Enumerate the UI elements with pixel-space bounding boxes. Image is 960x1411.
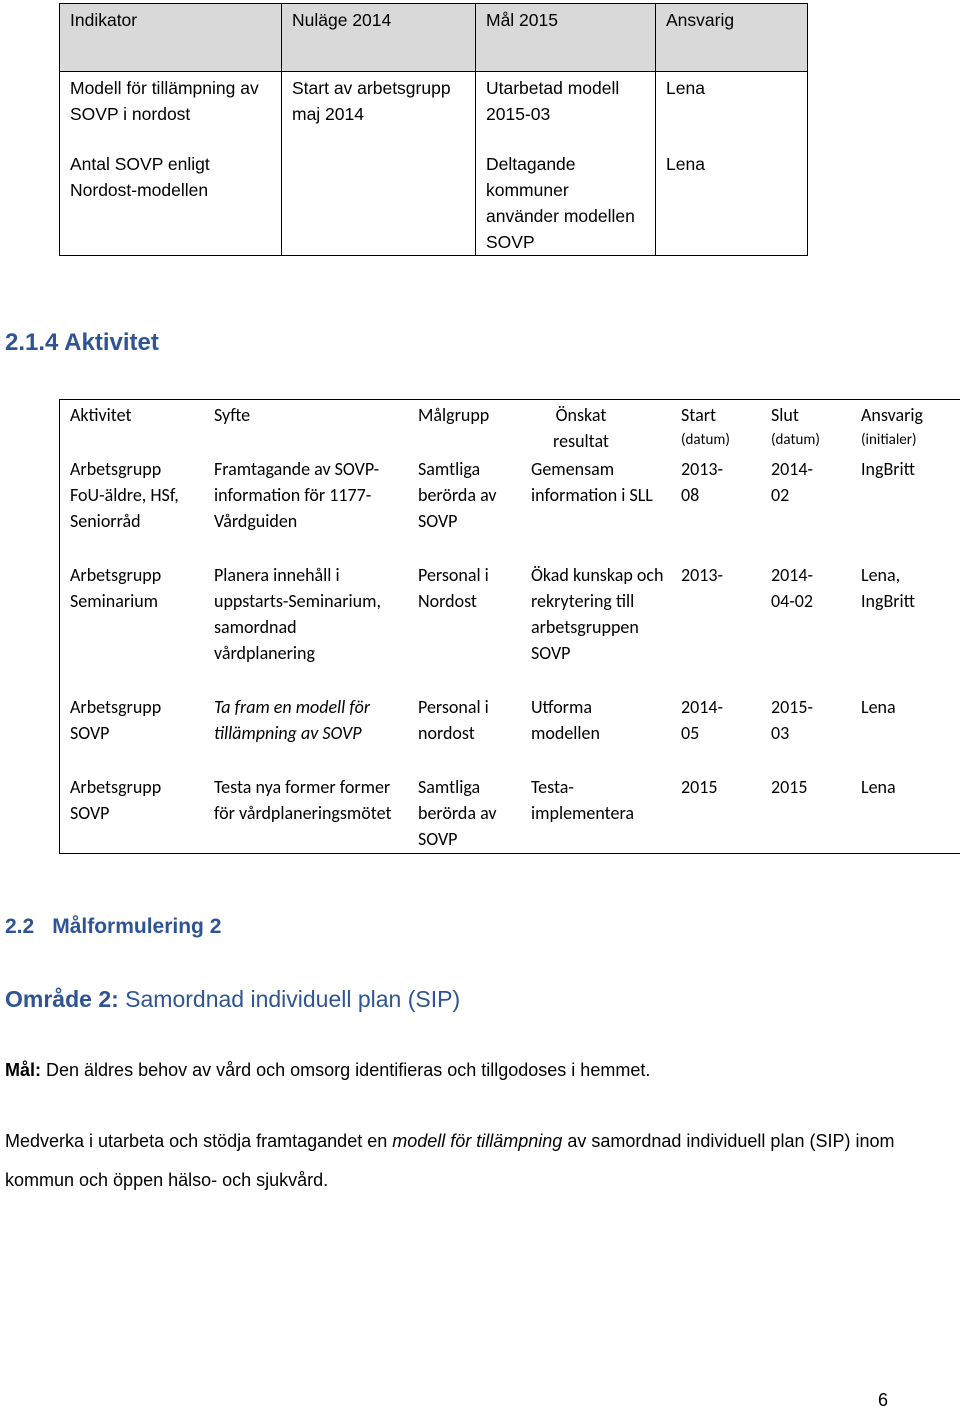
ansvarig-row-2: Lena, IngBritt	[861, 564, 916, 612]
mal-cell	[476, 72, 656, 256]
indicator-table	[59, 3, 808, 256]
onskat-1: Gemensam information i SLL	[531, 458, 653, 506]
header-slut: Slut	[771, 404, 799, 426]
nulage-cell	[282, 72, 476, 256]
header-onskat: Önskat resultat	[553, 404, 609, 452]
slut-3: 2015-03	[771, 696, 814, 744]
section-heading-malformulering	[5, 915, 221, 939]
paragraph-italic: modell för tillämpning	[392, 1131, 563, 1151]
slut-4: 2015	[771, 776, 808, 798]
heading-label: Målformulering 2	[52, 915, 222, 938]
syfte-2: Planera innehåll i uppstarts-Seminarium, samordnad vårdplanering	[214, 564, 381, 664]
onskat-4: Testa-implementera	[531, 776, 634, 824]
ansvarig-row-4: Lena	[861, 776, 896, 798]
header-slut-sub: (datum)	[771, 431, 820, 449]
indikator-2: Antal SOVP enligt Nordost-modellen	[70, 154, 210, 200]
mal-label: Mål:	[5, 1060, 41, 1080]
indicator-table-row	[60, 72, 808, 256]
heading-number: 2.2	[5, 915, 35, 938]
header-start: Start	[681, 404, 717, 426]
mal-statement	[5, 1060, 650, 1081]
header-ansvarig-sub: (initialer)	[861, 431, 917, 449]
mal-text: Den äldres behov av vård och omsorg identifieras och tillgodoses i hemmet.	[46, 1060, 651, 1080]
aktivitet-4: Arbetsgrupp SOVP	[70, 776, 162, 824]
omrade-label: Område 2:	[5, 986, 119, 1012]
onskat-2: Ökad kunskap och rekrytering till arbetsgruppen SOVP	[531, 564, 664, 664]
onskat-3: Utforma modellen	[531, 696, 600, 744]
page-number: 6	[878, 1390, 889, 1410]
ansvarig-row-1: IngBritt	[861, 458, 916, 480]
header-indikator: Indikator	[60, 4, 282, 72]
omrade-text: Samordnad individuell plan (SIP)	[125, 986, 461, 1012]
ansvarig-row-3: Lena	[861, 696, 896, 718]
body-paragraph	[5, 1122, 905, 1200]
omrade-heading	[5, 986, 460, 1013]
ansvarig-cell	[656, 72, 808, 256]
aktivitet-1: Arbetsgrupp FoU-äldre, HSf, Seniorråd	[70, 458, 179, 532]
aktivitet-2: Arbetsgrupp Seminarium	[70, 564, 162, 612]
header-mal: Mål 2015	[476, 4, 656, 72]
header-malgrupp: Målgrupp	[418, 404, 490, 426]
malgrupp-3: Personal i nordost	[418, 696, 489, 744]
start-1: 2013-08	[681, 458, 724, 506]
header-nulage: Nuläge 2014	[282, 4, 476, 72]
header-ansvarig-2: Ansvarig	[861, 404, 924, 426]
syfte-4: Testa nya former former för vårdplaneringsmötet	[214, 776, 392, 824]
start-2: 2013-	[681, 564, 724, 586]
activity-table	[59, 399, 960, 854]
header-ansvarig: Ansvarig	[656, 4, 808, 72]
paragraph-before: Medverka i utarbeta och stödja framtagandet en	[5, 1131, 393, 1151]
indikator-cell	[60, 72, 282, 256]
start-4: 2015	[681, 776, 718, 798]
slut-2: 2014-04-02	[771, 564, 814, 612]
header-start-sub: (datum)	[681, 431, 730, 449]
nulage-1: Start av arbetsgrupp maj 2014	[292, 78, 451, 124]
section-heading-aktivitet: 2.1.4 Aktivitet	[5, 329, 159, 356]
indikator-1: Modell för tillämpning av SOVP i nordost	[70, 78, 259, 124]
syfte-3: Ta fram en modell för tillämpning av SOVP	[214, 696, 371, 744]
header-aktivitet: Aktivitet	[70, 404, 132, 426]
ansvarig-1: Lena	[666, 78, 705, 98]
ansvarig-2: Lena	[666, 154, 705, 174]
indicator-table-header	[60, 4, 808, 72]
slut-1: 2014-02	[771, 458, 814, 506]
paragraph-after: av samordnad individuell plan (SIP) inom kommun och öppen hälso- och sjukvård.	[5, 1131, 895, 1190]
malgrupp-1: Samtliga berörda av SOVP	[418, 458, 497, 532]
malgrupp-2: Personal i Nordost	[418, 564, 489, 612]
aktivitet-3: Arbetsgrupp SOVP	[70, 696, 162, 744]
mal-1: Utarbetad modell 2015-03	[486, 78, 620, 124]
syfte-1: Framtagande av SOVP-information för 1177-Vårdguiden	[214, 458, 380, 532]
mal-2: Deltagande kommuner använder modellen SOVP	[486, 154, 635, 252]
malgrupp-4: Samtliga berörda av SOVP	[418, 776, 497, 850]
start-3: 2014-05	[681, 696, 724, 744]
header-syfte: Syfte	[214, 404, 251, 426]
